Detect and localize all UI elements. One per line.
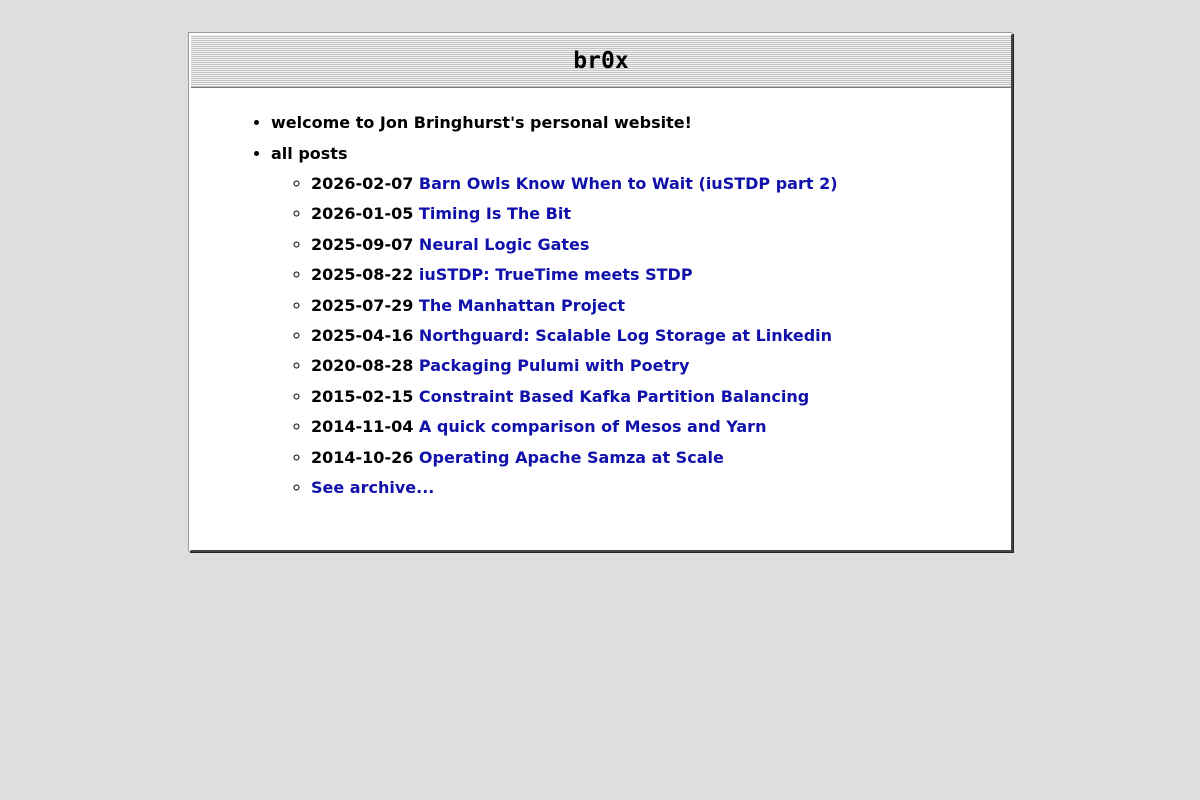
post-date: 2014-10-26 — [311, 447, 414, 467]
posts-heading: all posts — [271, 143, 348, 163]
post-link[interactable]: Timing Is The Bit — [418, 204, 571, 224]
post-item — [311, 291, 1011, 321]
post-date: 2025-04-16 — [311, 326, 414, 346]
post-link[interactable]: iuSTDP: TrueTime meets STDP — [418, 265, 693, 285]
post-item — [311, 169, 1011, 199]
posts-list — [271, 169, 1011, 503]
archive-link[interactable]: See archive... — [311, 478, 435, 498]
post-date: 2025-08-22 — [311, 265, 414, 285]
post-link[interactable]: Northguard: Scalable Log Storage at Linkedin — [418, 326, 833, 346]
post-date: 2020-08-28 — [311, 356, 414, 376]
post-date: 2026-02-07 — [311, 174, 414, 193]
window-titlebar — [191, 35, 1011, 88]
post-date: 2014-11-04 — [311, 417, 414, 437]
post-link[interactable]: Operating Apache Samza at Scale — [418, 447, 724, 467]
main-window — [189, 33, 1013, 552]
post-date: 2025-07-29 — [311, 295, 414, 315]
posts-item — [271, 139, 1011, 504]
site-title: br0x — [573, 48, 629, 74]
post-item — [311, 351, 1011, 381]
post-item — [311, 260, 1011, 290]
post-item — [311, 412, 1011, 442]
intro-text: welcome to Jon Bringhurst's personal website! — [271, 113, 692, 132]
post-date: 2015-02-15 — [311, 386, 414, 406]
post-date: 2025-09-07 — [311, 234, 414, 254]
post-item — [311, 382, 1011, 412]
post-link[interactable]: Packaging Pulumi with Poetry — [418, 356, 690, 376]
post-item — [311, 199, 1011, 229]
post-link[interactable]: Neural Logic Gates — [418, 234, 590, 254]
post-item — [311, 230, 1011, 260]
post-item — [311, 321, 1011, 351]
post-date: 2026-01-05 — [311, 204, 414, 224]
post-link[interactable]: The Manhattan Project — [418, 295, 626, 315]
intro-item — [271, 108, 1011, 139]
post-link[interactable]: Constraint Based Kafka Partition Balancing — [418, 386, 810, 406]
main-list — [191, 108, 1011, 503]
archive-item — [311, 473, 1011, 503]
post-link[interactable]: A quick comparison of Mesos and Yarn — [418, 417, 767, 437]
post-item — [311, 443, 1011, 473]
post-link[interactable]: Barn Owls Know When to Wait (iuSTDP part 2) — [418, 174, 838, 193]
page-content — [191, 88, 1011, 503]
